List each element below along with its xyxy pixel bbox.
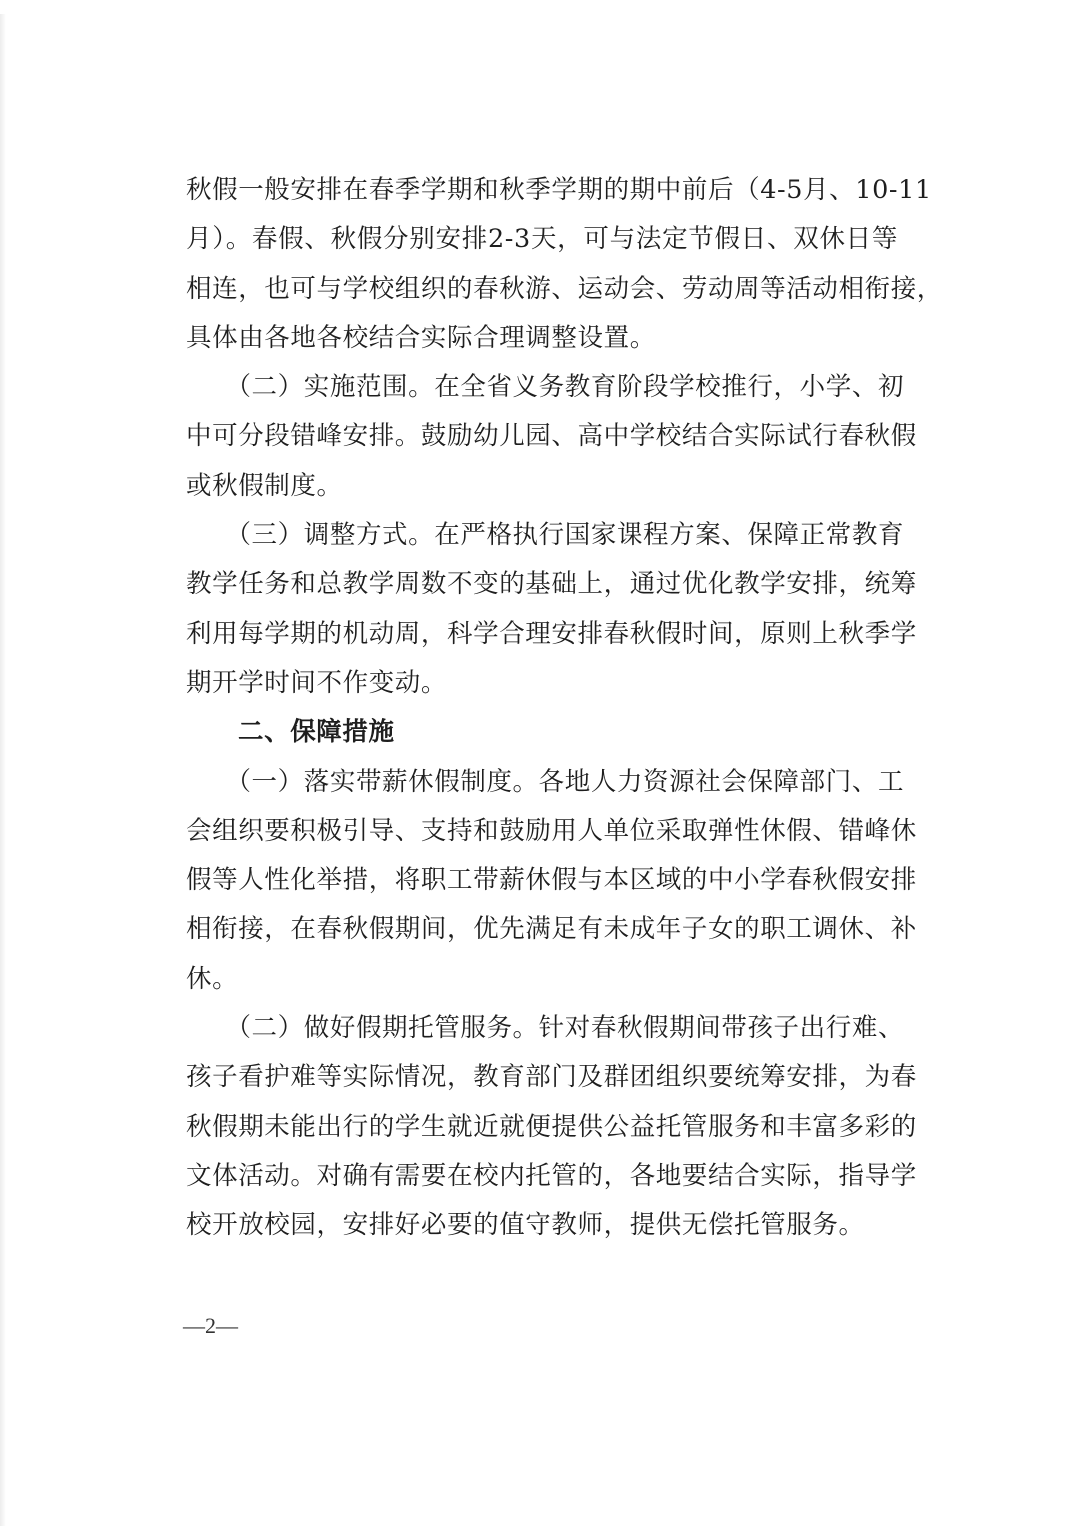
text-line: 假等人性化举措，将职工带薪休假与本区域的中小学春秋假安排 xyxy=(186,865,917,896)
section-heading-safeguards xyxy=(186,708,898,757)
text-line: 休。 xyxy=(186,963,239,994)
text-line: 或秋假制度。 xyxy=(186,470,343,501)
page-number: —2— xyxy=(183,1313,238,1338)
text-line: 秋假一般安排在春季学期和秋季学期的期中前后（4-5月、10-11 xyxy=(186,175,932,205)
text-line: 秋假期未能出行的学生就近就便提供公益托管服务和丰富多彩的 xyxy=(186,1111,917,1142)
text-line: 校开放校园，安排好必要的值守教师，提供无偿托管服务。 xyxy=(186,1210,865,1241)
text-line: 文体活动。对确有需要在校内托管的，各地要结合实际，指导学 xyxy=(186,1160,917,1191)
paragraph-holiday-timing xyxy=(186,166,943,363)
text-line: 教学任务和总教学周数不变的基础上，通过优化教学安排，统筹 xyxy=(186,569,917,600)
text-line: 月）。春假、秋假分别安排2-3天，可与法定节假日、双休日等 xyxy=(186,224,898,255)
text-line: 相连，也可与学校组织的春秋游、运动会、劳动周等活动相衔接， xyxy=(186,273,943,304)
document-body xyxy=(186,166,943,1251)
page-edge-shadow xyxy=(0,14,6,1526)
section-heading: 二、保障措施 xyxy=(238,717,395,748)
text-line: 孩子看护难等实际情况，教育部门及群团组织要统筹安排，为春 xyxy=(186,1062,917,1093)
text-line: （二）实施范围。在全省义务教育阶段学校推行，小学、初 xyxy=(186,372,905,403)
text-line: （一）落实带薪休假制度。各地人力资源社会保障部门、工 xyxy=(186,766,905,797)
paragraph-adjustment-method xyxy=(186,511,917,708)
text-line: 利用每学期的机动周，科学合理安排春秋假时间，原则上秋季学 xyxy=(186,618,917,649)
text-line: （二）做好假期托管服务。针对春秋假期间带孩子出行难、 xyxy=(186,1013,905,1044)
text-line: 中可分段错峰安排。鼓励幼儿园、高中学校结合实际试行春秋假 xyxy=(186,421,917,452)
text-line: 相衔接，在春秋假期间，优先满足有未成年子女的职工调休、补 xyxy=(186,914,917,945)
paragraph-paid-leave xyxy=(186,758,917,1004)
text-line: 会组织要积极引导、支持和鼓励用人单位采取弹性休假、错峰休 xyxy=(186,815,917,846)
paragraph-implementation-scope xyxy=(186,363,917,511)
paragraph-childcare-service xyxy=(186,1004,917,1250)
text-line: 具体由各地各校结合实际合理调整设置。 xyxy=(186,322,656,353)
text-line: 期开学时间不作变动。 xyxy=(186,667,448,698)
text-line: （三）调整方式。在严格执行国家课程方案、保障正常教育 xyxy=(186,520,905,551)
